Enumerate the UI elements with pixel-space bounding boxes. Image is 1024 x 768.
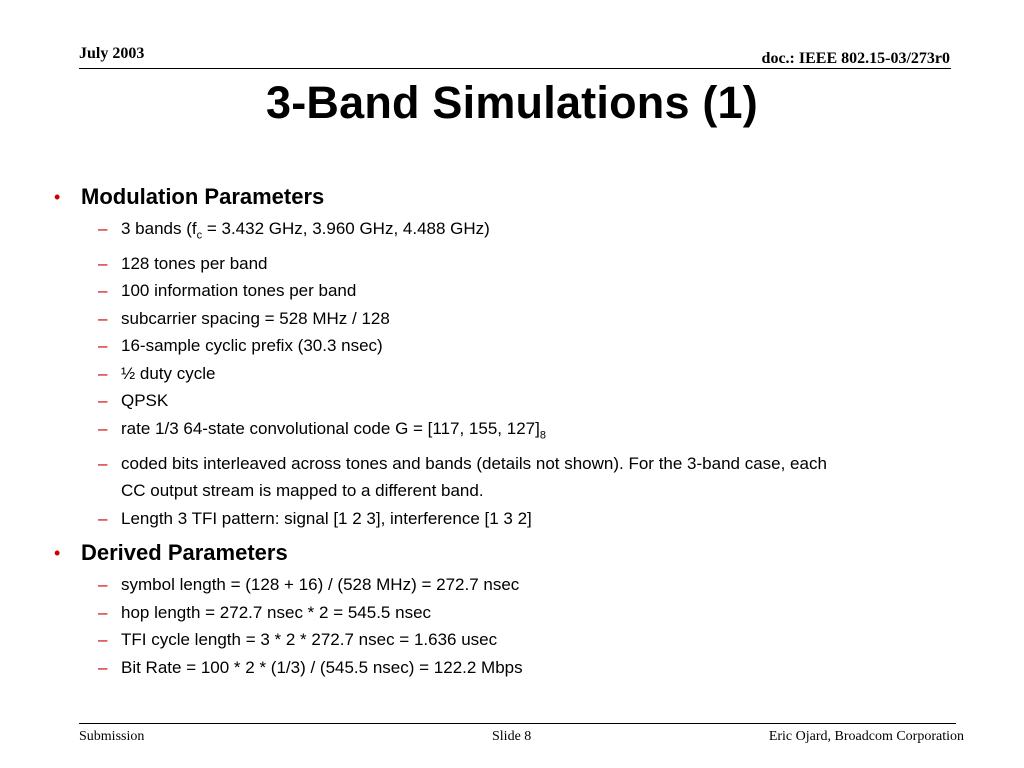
list-item: – hop length = 272.7 nsec * 2 = 545.5 nsec [121, 599, 974, 627]
list-item: – Length 3 TFI pattern: signal [1 2 3], interference [1 3 2] [121, 505, 974, 533]
list-item: – Bit Rate = 100 * 2 * (1/3) / (545.5 nsec) = 122.2 Mbps [121, 654, 974, 682]
list-item: – coded bits interleaved across tones and bands (details not shown). For the 3-band case, each CC output stream is mapped to a different band. [121, 450, 974, 505]
dash-icon: – [98, 575, 108, 595]
list-item: – rate 1/3 64-state convolutional code G = [117, 155, $127]_8$ [121, 415, 974, 450]
dash-icon: – [98, 602, 108, 622]
modulation-list [81, 215, 974, 532]
bullet-icon: • [54, 543, 61, 564]
slide-content [54, 182, 974, 681]
list-item: – subcarrier spacing = 528 MHz / 128 [121, 305, 974, 333]
list-item: – QPSK [121, 387, 974, 415]
section-modulation [54, 182, 974, 532]
dash-icon: – [98, 363, 108, 383]
dash-icon: – [98, 453, 108, 473]
list-item: – 100 information tones per band [121, 277, 974, 305]
list-item: – 128 tones per band [121, 250, 974, 278]
header-date: July 2003 [79, 45, 145, 62]
dash-icon: – [98, 253, 108, 273]
header-doc-id: doc.: IEEE 802.15-03/273r0 [761, 50, 950, 67]
list-item: – TFI cycle length = 3 * 2 * 272.7 nsec = 1.636 usec [121, 626, 974, 654]
section-derived [54, 538, 974, 681]
footer-rule [79, 723, 956, 724]
list-item: – ½ duty cycle [121, 360, 974, 388]
dash-icon: – [98, 336, 108, 356]
dash-icon: – [98, 630, 108, 650]
dash-icon: – [98, 308, 108, 328]
list-item: – 16-sample cyclic prefix (30.3 nsec) [121, 332, 974, 360]
footer-author: Eric Ojard, Broadcom Corporation [768, 729, 964, 744]
dash-icon: – [98, 391, 108, 411]
slide-title: 3-Band Simulations (1) [266, 77, 758, 128]
derived-list [81, 571, 974, 681]
list-item: – 3 bands ($f_c = 3.432$ GHz, 3.960 GHz, 4.488 GHz) [121, 215, 974, 250]
dash-icon: – [98, 418, 108, 438]
dash-icon: – [98, 281, 108, 301]
section-heading: Derived Parameters [81, 540, 288, 566]
footer-slide-number: Slide 8 [492, 729, 532, 744]
bullet-icon: • [54, 187, 61, 207]
footer-submission: Submission [79, 729, 145, 744]
dash-icon: – [98, 657, 108, 677]
dash-icon: – [98, 508, 108, 528]
list-item: – symbol length = (128 + 16) / (528 MHz) = 272.7 nsec [121, 571, 974, 599]
header-rule [79, 68, 951, 69]
section-heading: Modulation Parameters [81, 184, 325, 209]
dash-icon: – [98, 219, 108, 238]
